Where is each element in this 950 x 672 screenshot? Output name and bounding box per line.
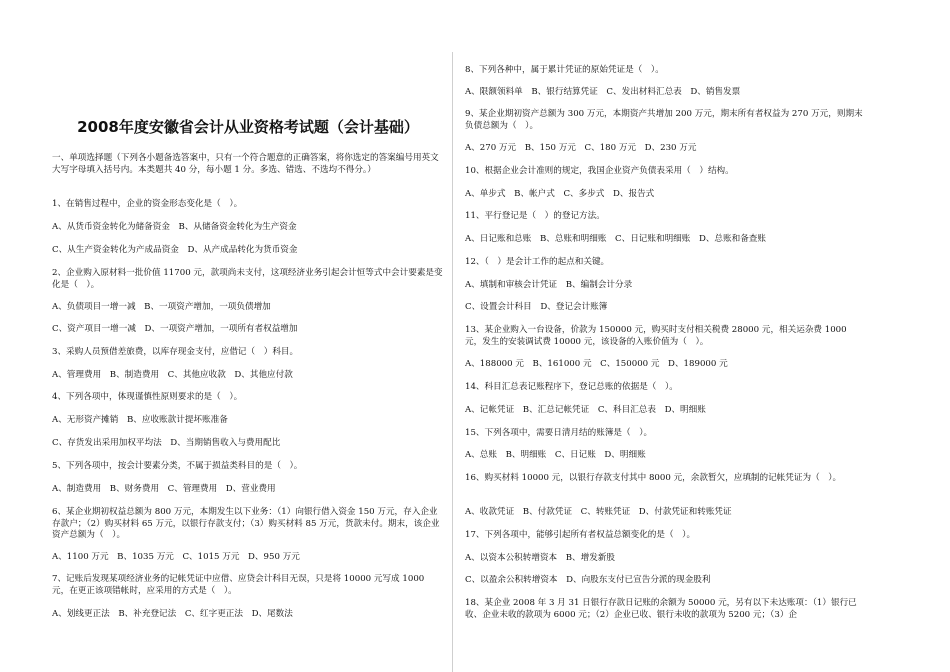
question-14: 14、科目汇总表记账程序下，登记总账的依据是（ ）。 [465, 382, 678, 392]
question-15: 15、下列各项中，需要日清月结的账簿是（ ）。 [465, 428, 653, 438]
question-8-options: A、限额领料单 B、银行结算凭证 C、发出材料汇总表 D、销售发票 [465, 87, 741, 97]
question-10: 10、根据企业会计准则的规定，我国企业资产负债表采用（ ）结构。 [465, 166, 734, 176]
question-15-options: A、总账 B、明细账 C、日记账 D、明细账 [465, 450, 646, 460]
question-7-options: A、划线更正法 B、补充登记法 C、红字更正法 D、尾数法 [52, 609, 293, 619]
question-13-options: A、188000 元 B、161000 元 C、150000 元 D、189000 元 [465, 359, 728, 369]
question-12: 12、（ ）是会计工作的起点和关键。 [465, 257, 610, 267]
page-title: 2008年度安徽省会计从业资格考试题（会计基础） [77, 118, 419, 136]
column-divider [452, 52, 453, 672]
question-17-options-cd: C、以盈余公积转增资本 D、向股东支付已宣告分派的现金股利 [465, 575, 711, 585]
question-4-options-ab: A、无形资产摊销 B、应收账款计提坏账准备 [52, 415, 228, 425]
question-17: 17、下列各项中，能够引起所有者权益总额变化的是（ ）。 [465, 530, 696, 540]
question-1-options-cd: C、从生产资金转化为产成品资金 D、从产成品转化为货币资金 [52, 245, 298, 255]
question-1-options-ab: A、从货币资金转化为储备资金 B、从储备资金转化为生产资金 [52, 222, 297, 232]
question-12-options-cd: C、设置会计科目 D、登记会计账簿 [465, 302, 608, 312]
question-3-options: A、管理费用 B、制造费用 C、其他应收款 D、其他应付款 [52, 370, 293, 380]
question-2-options-ab: A、负债项目一增一减 B、一项资产增加，一项负债增加 [52, 302, 271, 312]
question-10-options: A、单步式 B、帐户式 C、多步式 D、报告式 [465, 189, 655, 199]
question-16-options: A、收款凭证 B、付款凭证 C、转账凭证 D、付款凭证和转账凭证 [465, 507, 732, 517]
question-3: 3、采购人员预借差旅费，以库存现金支付，应借记（ ）科目。 [52, 347, 299, 357]
question-14-options: A、记帐凭证 B、汇总记帐凭证 C、科目汇总表 D、明细账 [465, 405, 706, 415]
question-13: 13、某企业购入一台设备，价款为 150000 元，购买时支付相关税费 28000 元，相关运杂费 1000 元，发生的安装调试费 10000 元，该设备的入账价值为（ ）。 [465, 325, 847, 347]
question-9: 9、某企业期初资产总额为 300 万元，本期资产共增加 200 万元，期末所有者权益为 270 万元，则期末负债总额为（ ）。 [465, 109, 863, 131]
question-6: 6、某企业期初权益总额为 800 万元，本期发生以下业务：（1）向银行借入资金 150 万元，存入企业存款户；（2）购买材料 65 万元，以银行存款支付；（3）购买材料 85 万元，货款未付。期末，该企业资产总额为（ ）。 [52, 507, 440, 540]
section-instructions: 一、单项选择题（下列各小题备选答案中，只有一个符合题意的正确答案，将你选定的答案编号用英文大写字母填入括号内。本类题共 40 分，每小题 1 分。多选、错选、不选均不得分。） [52, 153, 439, 175]
question-1: 1、在销售过程中，企业的资金形态变化是（ ）。 [52, 199, 243, 209]
question-2: 2、企业购入原材料一批价值 11700 元，款项尚未支付，这项经济业务引起会计恒等式中会计要素是变化是（ ）。 [52, 268, 443, 290]
question-12-options-ab: A、填制和审核会计凭证 B、编制会计分录 [465, 280, 633, 290]
question-16: 16、购买材料 10000 元，以银行存款支付其中 8000 元，余款暂欠，应填制的记帐凭证为（ ）。 [465, 473, 842, 483]
question-7: 7、记账后发现某项经济业务的记帐凭证中应借、应贷会计科目无误，只是将 10000 元写成 1000 元，在更正该项错帐时，应采用的方式是（ ）。 [52, 574, 425, 596]
question-11: 11、平行登记是（ ）的登记方法。 [465, 211, 605, 221]
question-4: 4、下列各项中，体现谨慎性原则要求的是（ ）。 [52, 392, 243, 402]
question-11-options: A、日记账和总账 B、总账和明细账 C、日记账和明细账 D、总账和备查账 [465, 234, 766, 244]
question-4-options-cd: C、存货发出采用加权平均法 D、当期销售收入与费用配比 [52, 438, 281, 448]
question-17-options-ab: A、以资本公积转增资本 B、增发新股 [465, 553, 616, 563]
question-8: 8、下列各种中，属于累计凭证的原始凭证是（ ）。 [465, 65, 664, 75]
question-6-options: A、1100 万元 B、1035 万元 C、1015 万元 D、950 万元 [52, 552, 300, 562]
question-5: 5、下列各项中，按会计要素分类，不属于损益类科目的是（ ）。 [52, 461, 303, 471]
question-5-options: A、制造费用 B、财务费用 C、管理费用 D、营业费用 [52, 484, 276, 494]
question-18: 18、某企业 2008 年 3 月 31 日银行存款日记账的余额为 50000 元，另有以下未达账项：（1）银行已收、企业未收的款项为 6000 元；（2）企业已收、银行未收的款项为 5200 元；（3）企 [465, 598, 857, 620]
question-2-options-cd: C、资产项目一增一减 D、一项资产增加，一项所有者权益增加 [52, 324, 298, 334]
question-9-options: A、270 万元 B、150 万元 C、180 万元 D、230 万元 [465, 143, 697, 153]
